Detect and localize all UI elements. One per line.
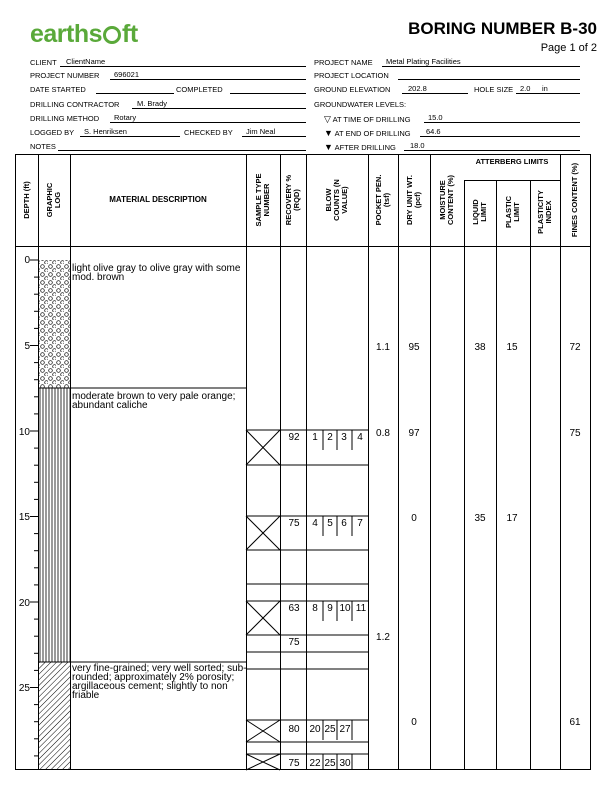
pocket-pen-header: POCKET PEN. (tsf)	[374, 174, 391, 226]
dry-unit-wt-value: 0	[411, 717, 417, 728]
logged-by-field: LOGGED BY S. Henriksen	[30, 127, 127, 137]
depth-label: 5	[24, 341, 30, 352]
water-level-icon: ▼	[324, 142, 333, 152]
blow-count: 1	[312, 432, 318, 443]
moisture-content-header: MOISTURE CONTENT (%)	[438, 175, 455, 225]
pocket-pen-value: 0.8	[376, 428, 390, 439]
earthsoft-logo: earths ft	[30, 20, 138, 48]
depth-label: 20	[18, 598, 30, 609]
recovery-value: 75	[288, 758, 300, 769]
gravel-pattern	[38, 260, 70, 388]
end-of-drilling-field: ▼ AT END OF DRILLING 64.6	[324, 127, 441, 138]
blow-count: 9	[327, 603, 333, 614]
boring-number-title: BORING NUMBER B-30	[408, 19, 597, 38]
plastic-limit-header: PLASTIC LIMIT	[504, 195, 521, 229]
blow-count: 6	[341, 518, 347, 529]
blow-count: 22	[309, 758, 321, 769]
blow-count: 5	[327, 518, 333, 529]
water-level-icon: ▽	[324, 114, 331, 124]
blow-count: 27	[339, 724, 351, 735]
plastic-limit-value: 17	[506, 513, 518, 524]
fines-content-value: 75	[569, 428, 581, 439]
material-description-header: MATERIAL DESCRIPTION	[109, 195, 207, 204]
project-name-field: PROJECT NAME Metal Plating Facilities	[314, 57, 461, 67]
ground-elevation-field: GROUND ELEVATION 202.8	[314, 84, 427, 94]
recovery-value: 92	[288, 432, 300, 443]
blow-count: 7	[357, 518, 363, 529]
blow-count: 25	[324, 758, 336, 769]
blow-count: 3	[341, 432, 347, 443]
recovery-value: 75	[288, 637, 300, 648]
checked-by-field: CHECKED BY Jim Neal	[184, 127, 276, 137]
hole-size-field: HOLE SIZE 2.0 in	[474, 84, 548, 94]
caliche-pattern	[38, 388, 70, 662]
time-of-drilling-field: ▽ AT TIME OF DRILLING 15.0	[324, 113, 443, 124]
recovery-value: 80	[288, 724, 300, 735]
recovery-value: 63	[288, 603, 300, 614]
notes-field: NOTES	[30, 142, 56, 151]
client-field: CLIENT ClientName	[30, 57, 106, 67]
dry-unit-wt-header: DRY UNIT WT. (pcf)	[405, 175, 422, 225]
depth-label: 25	[18, 683, 30, 694]
depth-header: DEPTH (ft)	[22, 181, 31, 219]
blow-count: 11	[355, 603, 367, 614]
graphic-log-header: GRAPHIC LOG	[45, 182, 62, 218]
blow-count: 10	[339, 603, 351, 614]
project-location-field: PROJECT LOCATION	[314, 71, 389, 80]
page-number: Page 1 of 2	[540, 42, 597, 54]
atterberg-limits-header: ATTERBERG LIMITS	[475, 157, 549, 166]
layer-description: moderate brown to very pale orange; abundant caliche	[72, 391, 236, 411]
liquid-limit-value: 35	[474, 513, 486, 524]
dry-unit-wt-value: 95	[408, 342, 420, 353]
recovery-header: RECOVERY % (RQD)	[284, 174, 301, 226]
completed-field: COMPLETED	[176, 85, 223, 94]
blow-count: 25	[324, 724, 336, 735]
blow-count: 20	[309, 724, 321, 735]
blow-count: 4	[357, 432, 363, 443]
plasticity-index-header: PLASTICITY INDEX	[536, 190, 553, 234]
fines-content-value: 72	[569, 342, 581, 353]
groundwater-levels-label: GROUNDWATER LEVELS:	[314, 100, 407, 109]
date-started-field: DATE STARTED	[30, 85, 86, 94]
dry-unit-wt-value: 0	[411, 513, 417, 524]
depth-label: 10	[18, 427, 30, 438]
drilling-contractor-field: DRILLING CONTRACTOR M. Brady	[30, 99, 168, 109]
pocket-pen-value: 1.1	[376, 342, 390, 353]
sample-type-header: SAMPLE TYPE NUMBER	[254, 173, 271, 227]
depth-label: 0	[24, 255, 30, 266]
sandstone-pattern	[38, 662, 70, 769]
drilling-method-field: DRILLING METHOD Rotary	[30, 113, 137, 123]
pocket-pen-value: 1.2	[376, 632, 390, 643]
liquid-limit-header: LIQUID LIMIT	[471, 199, 488, 225]
layer-description: light olive gray to olive gray with some mod. brown	[72, 263, 241, 283]
fines-content-header: FINES CONTENT (%)	[570, 162, 579, 238]
blow-counts-header: BLOW COUNTS (N VALUE)	[324, 179, 349, 221]
dry-unit-wt-value: 97	[408, 428, 420, 439]
layer-description: very fine-grained; very well sorted; sub-rounded; approximately 2% porosity; argillaceous cement; slightly to non friable	[72, 663, 247, 701]
after-drilling-field: ▼ AFTER DRILLING 18.0	[324, 141, 425, 152]
blow-count: 30	[339, 758, 351, 769]
fines-content-value: 61	[569, 717, 581, 728]
blow-count: 8	[312, 603, 318, 614]
water-level-icon: ▼	[324, 128, 333, 138]
plastic-limit-value: 15	[506, 342, 518, 353]
recovery-value: 75	[288, 518, 300, 529]
project-number-field: PROJECT NUMBER 696021	[30, 70, 140, 80]
blow-count: 2	[327, 432, 333, 443]
depth-label: 15	[18, 512, 30, 523]
liquid-limit-value: 38	[474, 342, 486, 353]
blow-count: 4	[312, 518, 318, 529]
